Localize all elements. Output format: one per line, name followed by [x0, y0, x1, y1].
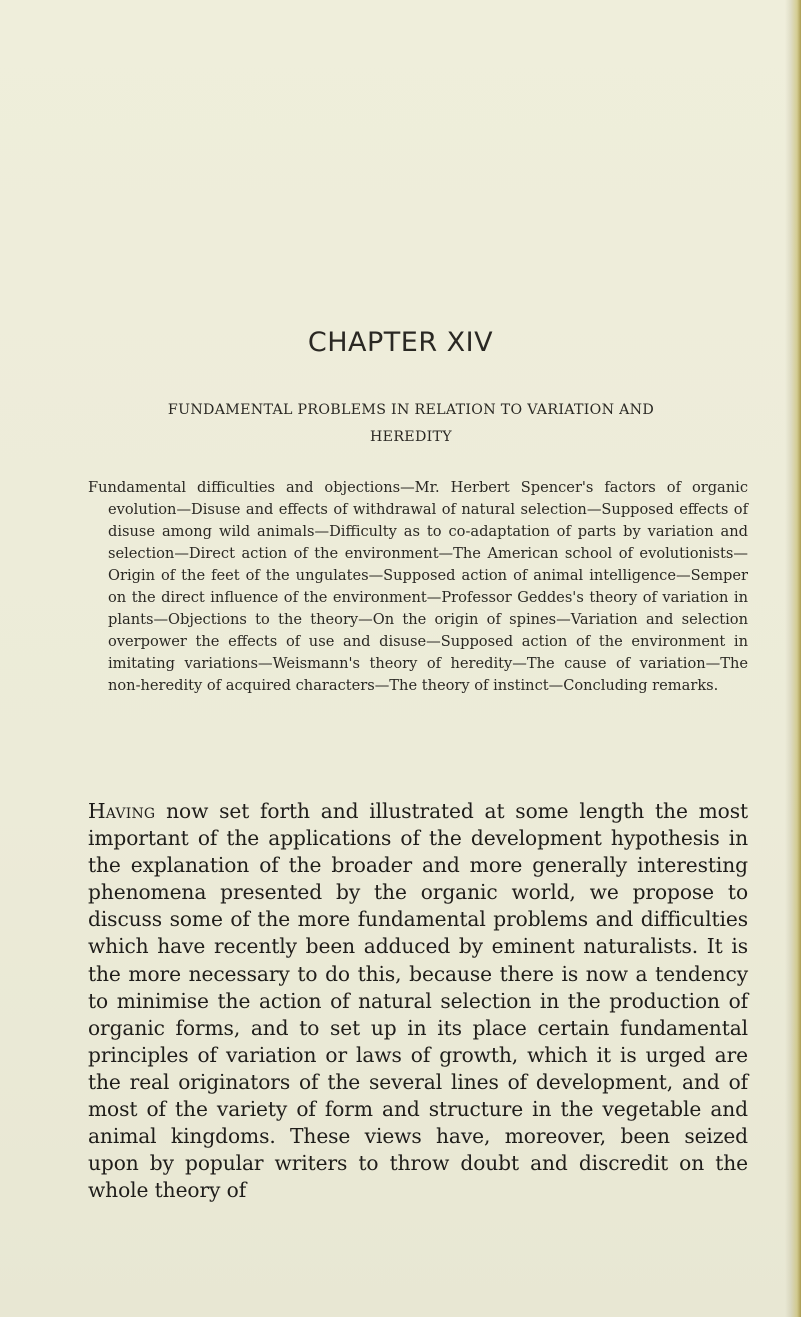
chapter-synopsis: Fundamental difficulties and objections—Mr. Herbert Spencer's factors of organic evolution—Disuse and effects of withdrawal of natural selection—Supposed effects of disuse among wild animals—Difficulty as to co-adaptation of parts by variation and selection—Direct action of the environment—The American school of evolutionists—Origin of the feet of the ungulates—Supposed action of animal intelligence—Semper on the direct influence of the environment—Professor Geddes's theory of variation in plants—Objections to the theory—On the origin of spines—Variation and selection overpower the effects of use and disuse—Supposed action of the environment in imitating variations—Weismann's theory of heredity—The cause of variation—The non-heredity of acquired characters—The theory of instinct—Concluding remarks. — [88, 479, 748, 694]
page-edge-shadow — [785, 0, 801, 1317]
chapter-subtitle: FUNDAMENTAL PROBLEMS IN RELATION TO VARIATION AND HEREDITY — [167, 402, 655, 445]
paragraph-text: now set forth and illustrated at some length the most important of the applications of the development hypothesis in the explanation of the broader and more generally interesting phenomena presented by the organic world, we propose to discuss some of the more fundamental problems and difficulties which have recently been adduced by eminent naturalists. It is the more necessary to do this, because there is now a tendency to minimise the action of natural selection in the production of organic forms, and to set up in its place certain fundamental principles of variation or laws of growth, which it is urged are the real originators of the several lines of development, and of most of the variety of form and structure in the vegetable and animal kingdoms. These views have, moreover, been seized upon by popular writers to throw doubt and discredit on the whole theory of — [88, 799, 748, 1203]
paragraph-lead-words: Having — [88, 799, 156, 823]
body-paragraph — [88, 798, 748, 1204]
chapter-title: CHAPTER XIV — [307, 327, 494, 358]
